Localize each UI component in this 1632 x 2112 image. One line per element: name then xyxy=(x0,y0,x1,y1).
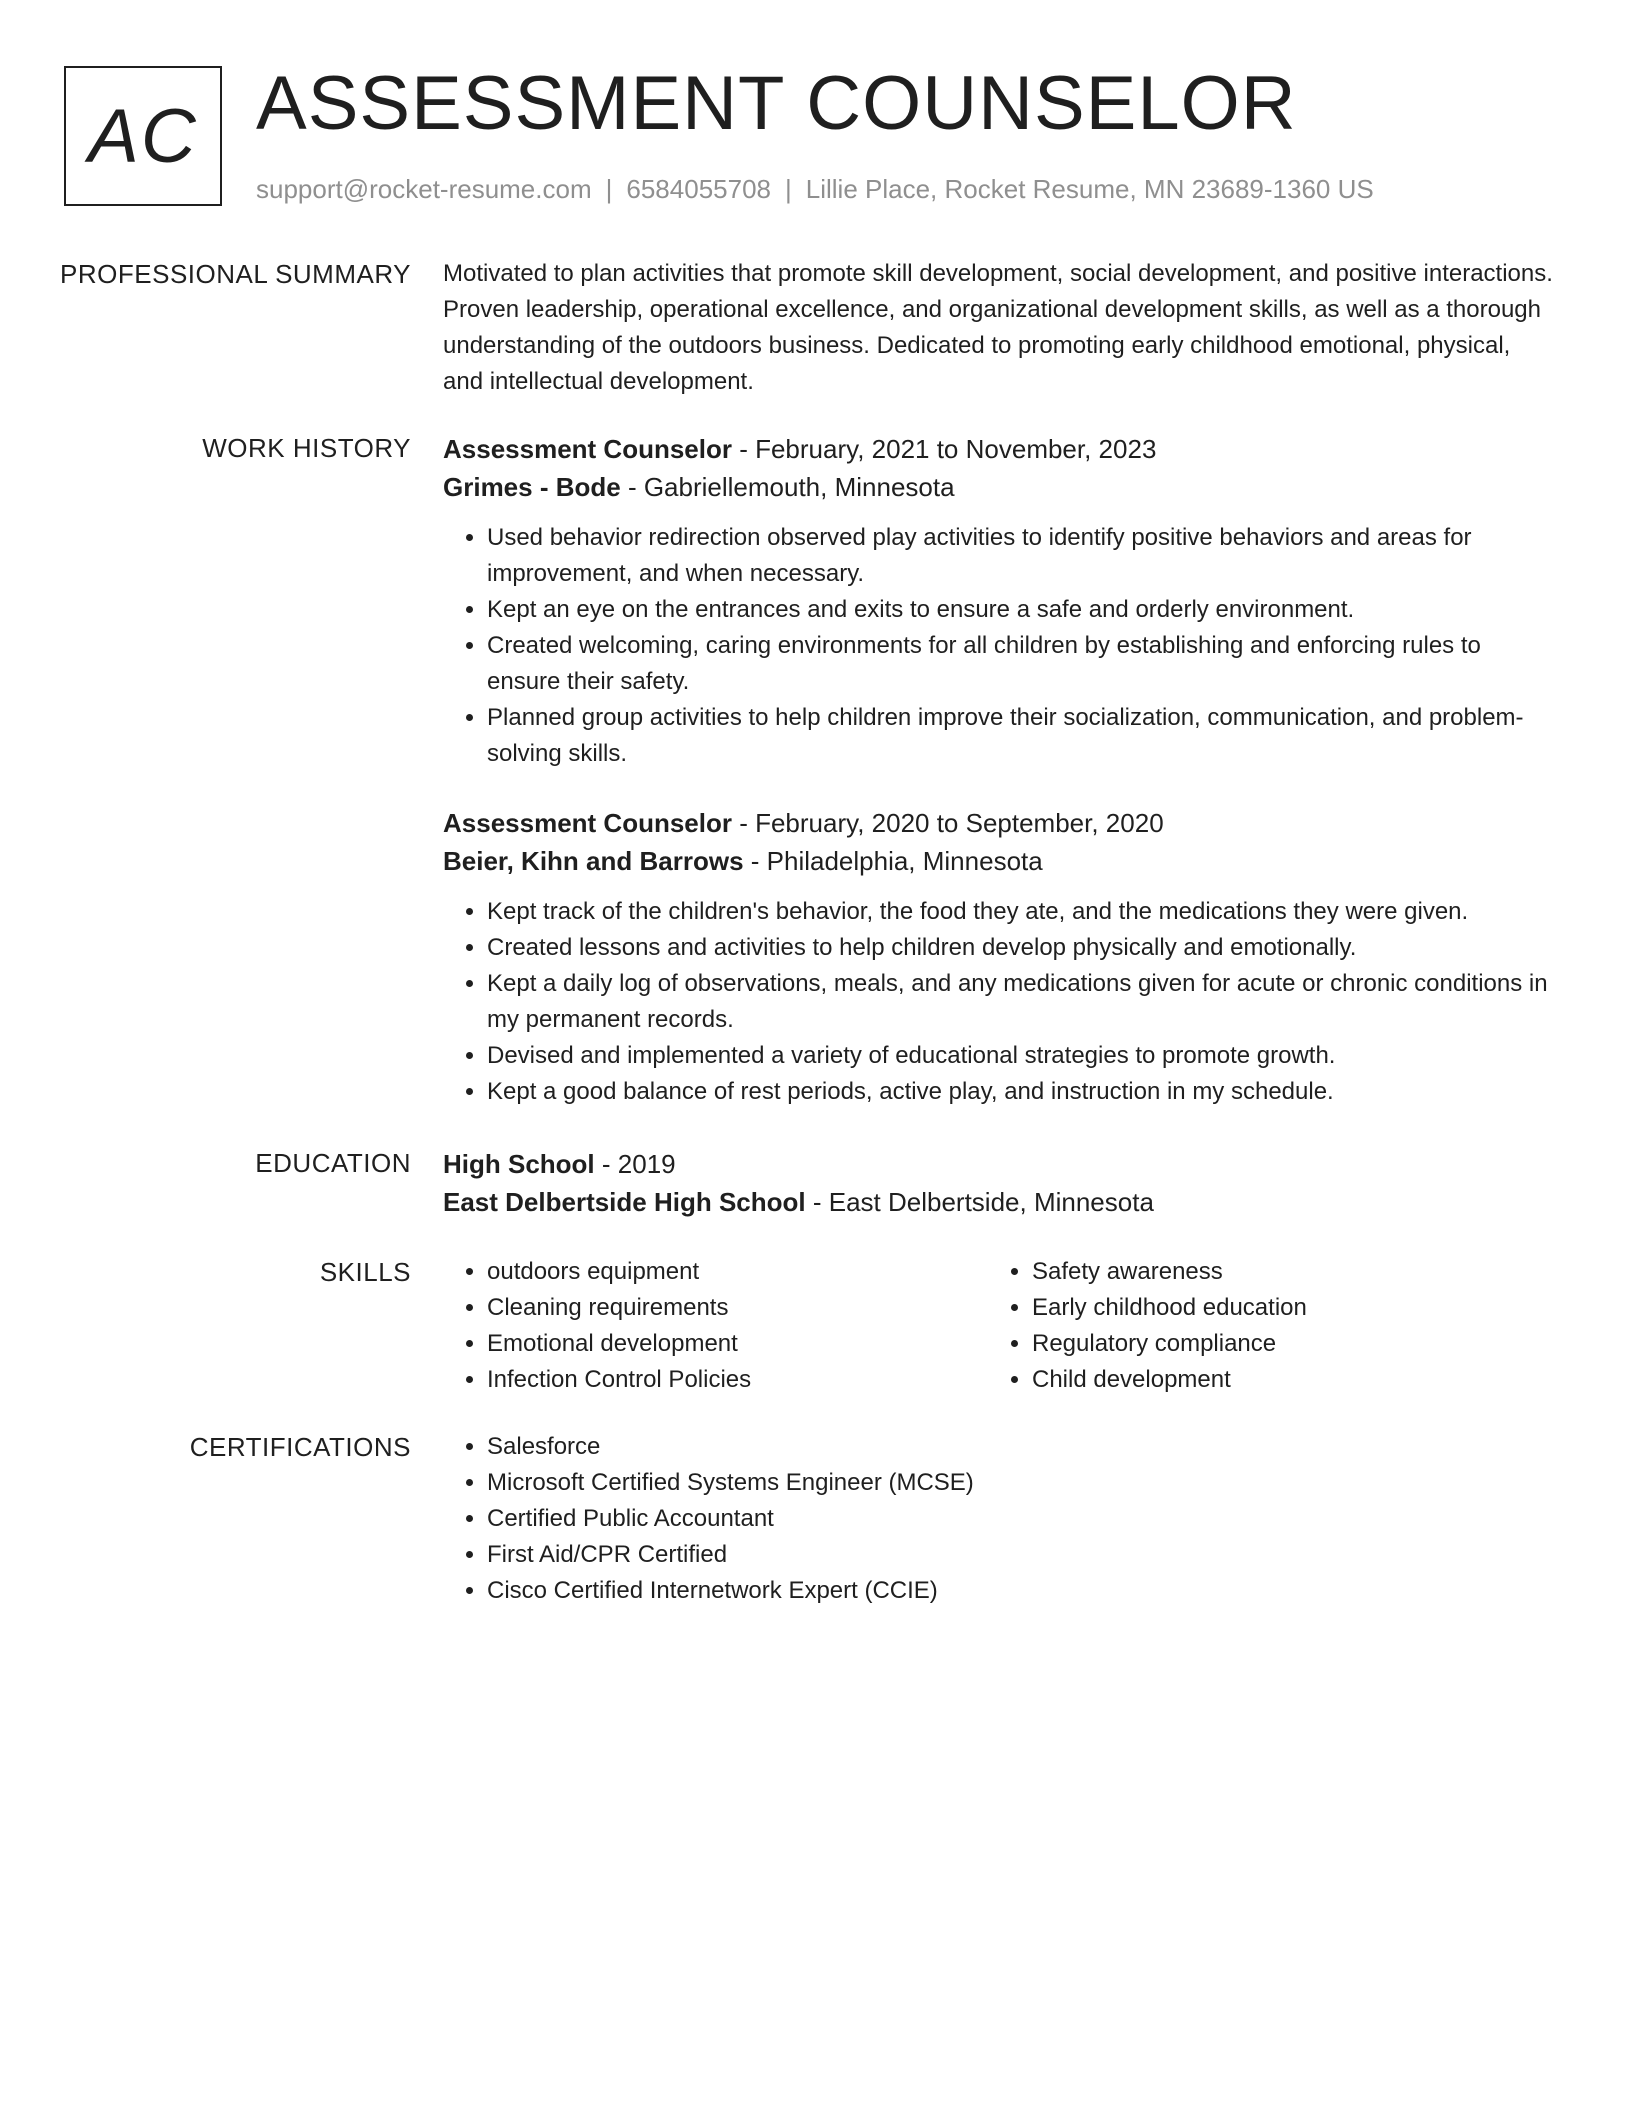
summary-text: Motivated to plan activities that promote skill development, social development, and positive interactions. Proven leadership, operational excellence, and organizational development skills, as well as a thorough understanding of the outdoors business. Dedicated to promoting early childhood emotional, physical, and intellectual development. xyxy=(443,260,1553,395)
monogram-box xyxy=(64,66,222,206)
job-bullet: • Planned group activities to help children improve their socialization, communication, and problem-solving skills. xyxy=(487,700,1553,772)
skills-label: SKILLS xyxy=(319,1257,411,1287)
resume-title: ASSESSMENT COUNSELOR xyxy=(256,61,1297,146)
skill-item: • Regulatory compliance xyxy=(1032,1326,1533,1362)
job-bullets xyxy=(443,520,1553,772)
job-dates: - February, 2021 to November, 2023 xyxy=(731,434,1157,464)
skill-item: • Emotional development xyxy=(487,1326,988,1362)
job-entry xyxy=(443,430,1553,772)
summary-label: PROFESSIONAL SUMMARY xyxy=(60,259,411,289)
job-title: Assessment Counselor xyxy=(443,808,732,838)
job-company: Beier, Kihn and Barrows xyxy=(443,846,744,876)
job-bullet: • Kept a good balance of rest periods, active play, and instruction in my schedule. xyxy=(487,1074,1553,1110)
education-school: East Delbertside High School xyxy=(443,1187,806,1217)
contact-line xyxy=(256,174,1374,205)
job-entry xyxy=(443,804,1553,1110)
education-school-line xyxy=(443,1183,1553,1221)
job-title-line xyxy=(443,430,1553,468)
job-bullet: • Used behavior redirection observed play activities to identify positive behaviors and areas for improvement, and when necessary. xyxy=(487,520,1553,592)
job-company: Grimes - Bode xyxy=(443,472,621,502)
education-body xyxy=(443,1145,1553,1221)
skill-item: • Early childhood education xyxy=(1032,1290,1533,1326)
certification-item: • First Aid/CPR Certified xyxy=(487,1537,1553,1573)
certification-item: • Certified Public Accountant xyxy=(487,1501,1553,1537)
education-degree-line xyxy=(443,1145,1553,1183)
contact-separator: | xyxy=(605,174,613,204)
skills-column-left xyxy=(443,1254,988,1398)
contact-address: Lillie Place, Rocket Resume, MN 23689-1360 US xyxy=(805,174,1374,204)
job-location: - Philadelphia, Minnesota xyxy=(743,846,1043,876)
skill-item: • outdoors equipment xyxy=(487,1254,988,1290)
job-company-line xyxy=(443,842,1553,880)
contact-email: support@rocket-resume.com xyxy=(256,174,592,204)
job-bullet: • Created welcoming, caring environments for all children by establishing and enforcing rules to ensure their safety. xyxy=(487,628,1553,700)
contact-phone: 6584055708 xyxy=(626,174,771,204)
education-degree: High School xyxy=(443,1149,595,1179)
job-bullets xyxy=(443,894,1553,1110)
job-bullet: • Kept a daily log of observations, meals, and any medications given for acute or chronic conditions in my permanent records. xyxy=(487,966,1553,1038)
summary-body xyxy=(443,256,1553,400)
education-year: - 2019 xyxy=(594,1149,676,1179)
job-location: - Gabriellemouth, Minnesota xyxy=(620,472,955,502)
job-title: Assessment Counselor xyxy=(443,434,732,464)
work-history-body xyxy=(443,430,1553,1110)
certification-item: • Microsoft Certified Systems Engineer (MCSE) xyxy=(487,1465,1553,1501)
skill-item: • Cleaning requirements xyxy=(487,1290,988,1326)
certification-item: • Cisco Certified Internetwork Expert (CCIE) xyxy=(487,1573,1553,1609)
skill-item: • Infection Control Policies xyxy=(487,1362,988,1398)
skill-item: • Child development xyxy=(1032,1362,1533,1398)
job-bullet: • Kept track of the children's behavior, the food they ate, and the medications they were given. xyxy=(487,894,1553,930)
certification-item: • Salesforce xyxy=(487,1429,1553,1465)
skills-body xyxy=(443,1254,1553,1398)
skills-grid xyxy=(443,1254,1553,1398)
contact-separator: | xyxy=(785,174,792,204)
education-label: EDUCATION xyxy=(255,1148,411,1178)
certifications-label: CERTIFICATIONS xyxy=(189,1432,411,1462)
job-company-line xyxy=(443,468,1553,506)
work-history-label: WORK HISTORY xyxy=(202,433,411,463)
job-dates: - February, 2020 to September, 2020 xyxy=(731,808,1164,838)
skill-item: • Safety awareness xyxy=(1032,1254,1533,1290)
monogram-initials: AC xyxy=(88,94,198,179)
certifications-body xyxy=(443,1429,1553,1609)
job-bullet: • Kept an eye on the entrances and exits to ensure a safe and orderly environment. xyxy=(487,592,1553,628)
job-bullet: • Devised and implemented a variety of educational strategies to promote growth. xyxy=(487,1038,1553,1074)
job-title-line xyxy=(443,804,1553,842)
certifications-list xyxy=(443,1429,1553,1609)
education-location: - East Delbertside, Minnesota xyxy=(805,1187,1154,1217)
skills-column-right xyxy=(988,1254,1533,1398)
job-bullet: • Created lessons and activities to help children develop physically and emotionally. xyxy=(487,930,1553,966)
